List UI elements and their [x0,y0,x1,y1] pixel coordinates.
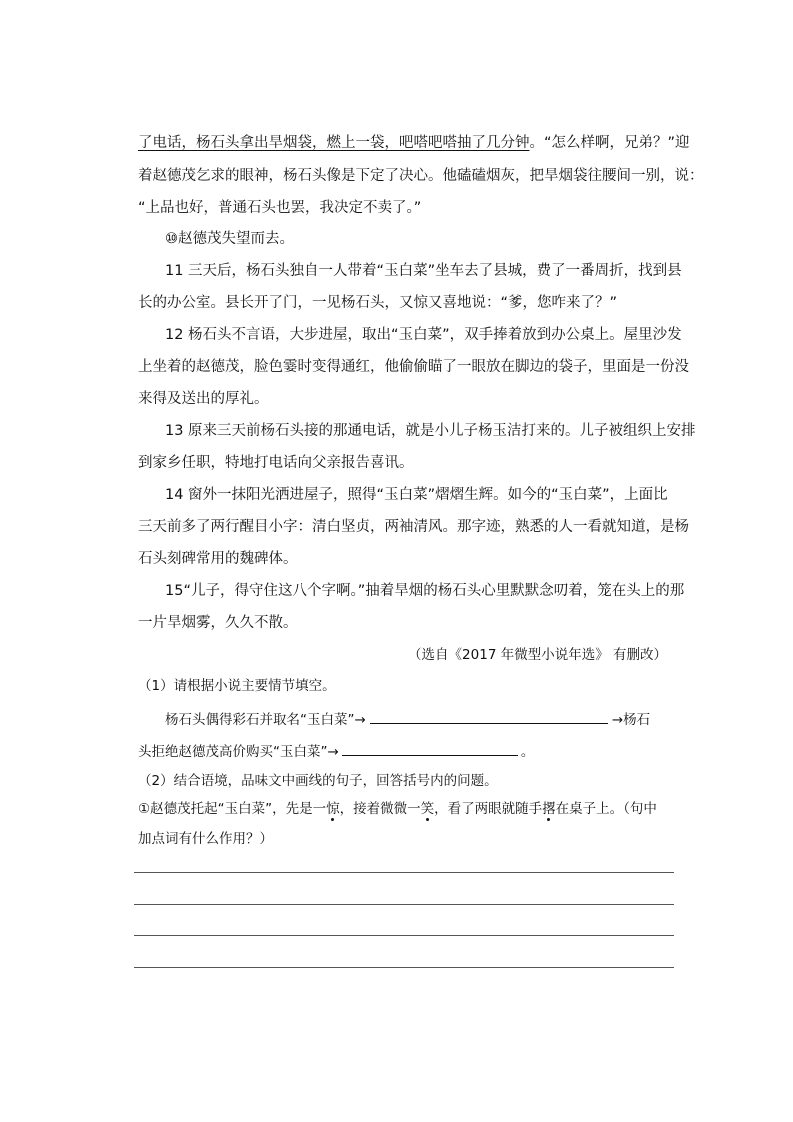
paragraph-11-line-2: 长的办公室。县长开了门，一见杨石头，又惊又喜地说：“爹，您咋来了？” [138,295,618,311]
question-2-1-line-2: 加点词有什么作用？） [138,831,273,847]
answer-line-3[interactable] [134,935,674,936]
paragraph-9-line-2: 着赵德茂乞求的眼神，杨石头像是下定了决心。他磕磕烟灰，把旱烟袋往腰间一别，说： [138,168,704,184]
paragraph-12-line-2: 上坐着的赵德茂，脸色霎时变得通红，他偷偷瞄了一眼放在脚边的袋子，里面是一份没 [138,359,689,375]
paragraph-13-line-2: 到家乡任职，特地打电话向父亲报告喜讯。 [138,455,414,471]
answer-blank-1[interactable] [370,708,608,724]
answer-line-4[interactable] [134,967,674,968]
answer-blank-2[interactable] [342,740,518,756]
dotted-word-3: 撂 [542,801,556,817]
paragraph-9-line-1: 了电话，杨石头拿出旱烟袋，燃上一袋，吧嗒吧嗒抽了几分钟。“怎么样啊，兄弟？”迎 [138,135,690,151]
question-1-prompt: （1）请根据小说主要情节填空。 [138,678,336,694]
paragraph-14-line-3: 石头刻碑常用的魏碑体。 [138,551,298,567]
question-1-line-2: 头拒绝赵德茂高价购买“玉白菜”→ 。 [138,740,678,762]
question-2-prompt: （2）结合语境，品味文中画线的句子，回答括号内的问题。 [138,773,498,789]
paragraph-9-line-3: “上品也好，普通石头也罢，我决定不卖了。” [138,200,422,216]
paragraph-12-line-1: 12 杨石头不言语，大步进屋，取出“玉白菜”，双手捧着放到办公桌上。屋里沙发 [165,327,682,343]
paragraph-13-line-1: 13 原来三天前杨石头接的那通电话，就是小儿子杨玉洁打来的。儿子被组织上安排 [165,423,696,439]
paragraph-10: ⑩赵德茂失望而去。 [165,231,294,247]
dotted-word-2: 笑 [420,801,435,817]
dotted-word-1: 惊 [326,801,340,817]
underlined-sentence: 了电话，杨石头拿出旱烟袋，燃上一袋，吧嗒吧嗒抽了几分钟 [138,135,530,151]
paragraph-14-line-2: 三天前多了两行醒目小字：清白坚贞，两袖清风。那字迹，熟悉的人一看就知道，是杨 [138,519,689,535]
answer-line-2[interactable] [134,904,674,905]
question-2-1-line-1: ①赵德茂托起“玉白菜”，先是一惊，接着微微一笑，看了两眼就随手撂在桌子上。（句中 [138,801,657,817]
paragraph-14-line-1: 14 窗外一抹阳光洒进屋子，照得“玉白菜”熠熠生辉。如今的“玉白菜”，上面比 [165,487,668,503]
paragraph-12-line-3: 来得及送出的厚礼。 [138,391,269,407]
paragraph-15-line-1: 15“儿子，得守住这八个字啊。”抽着旱烟的杨石头心里默默念叨着，笼在头上的那 [165,583,685,599]
source-citation: （选自《2017 年微型小说年选》 有删改） [408,647,667,663]
paragraph-11-line-1: 11 三天后，杨石头独自一人带着“玉白菜”坐车去了县城，费了一番周折，找到县 [165,263,682,279]
question-1-line-1: 杨石头偶得彩石并取名“玉白菜”→ →杨石 [165,708,705,730]
answer-line-1[interactable] [134,872,674,873]
paragraph-15-line-2: 一片旱烟雾，久久不散。 [138,615,298,631]
